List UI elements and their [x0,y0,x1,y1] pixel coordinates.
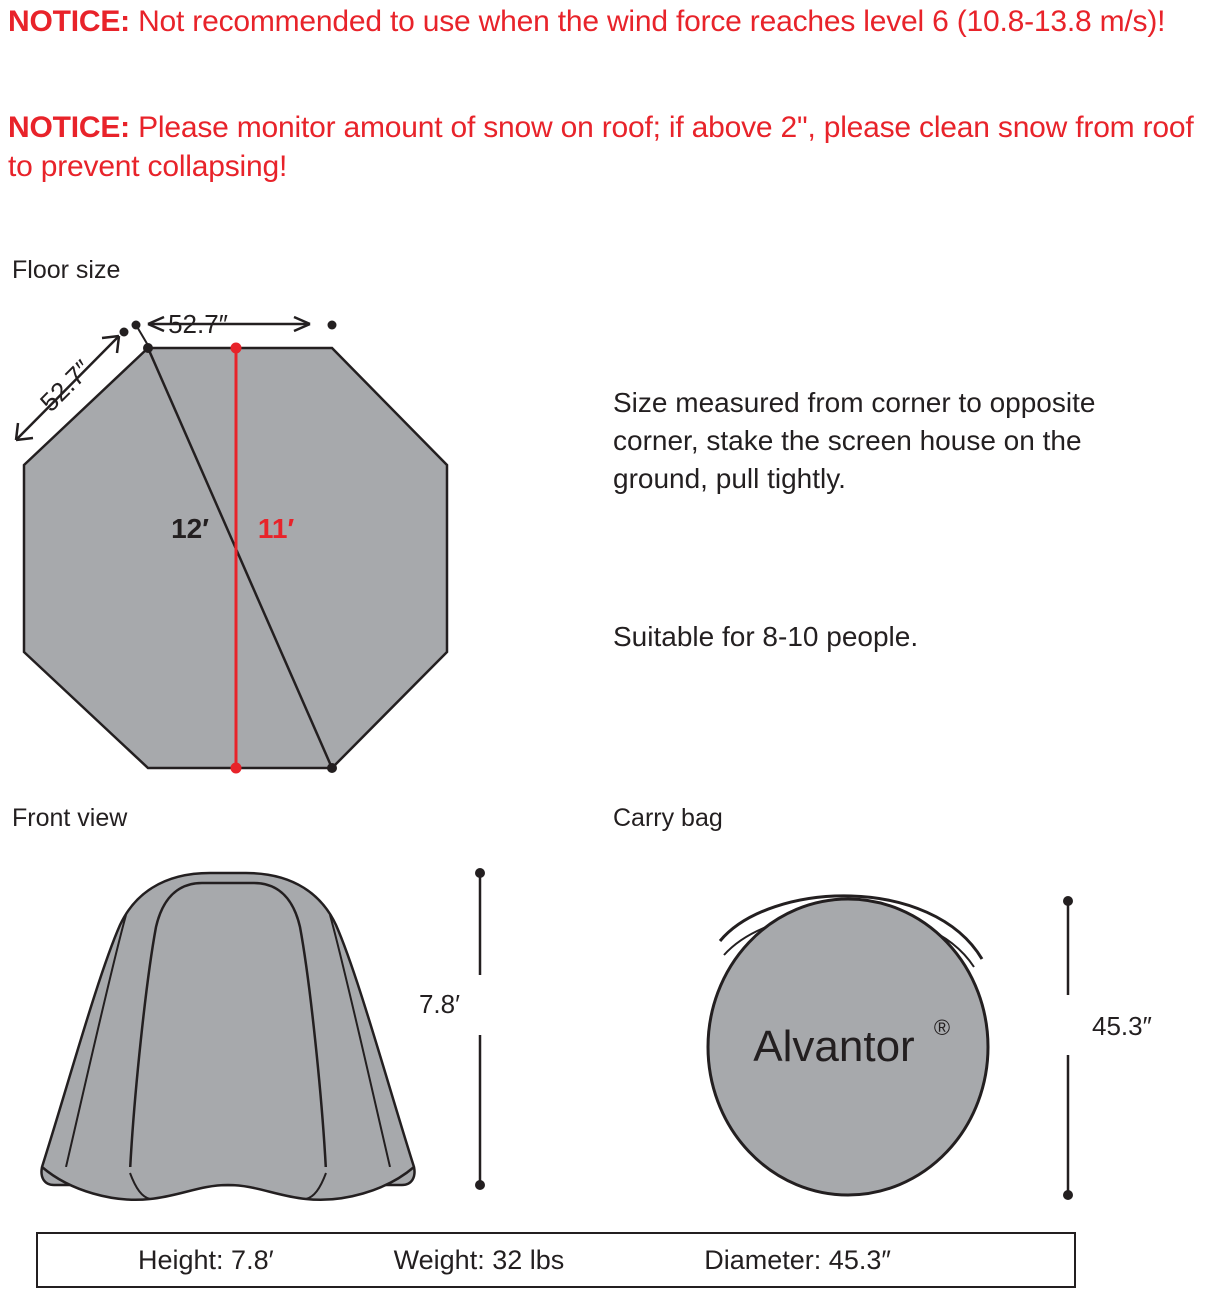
registered-mark: ® [933,1015,951,1040]
top-side-dimension: 52.7″ [168,309,228,339]
red-endpoint-dot [231,343,242,354]
diagonal-endpoint-dot [327,763,337,773]
height-dimension-label: 7.8′ [418,989,460,1019]
description-measurement: Size measured from corner to opposite corner, stake the screen house on the ground, pull tightly. [613,387,1096,495]
top-dim-dot [132,321,141,330]
spec-summary-bar [36,1232,1076,1288]
floor-size-label: Floor size [12,256,121,284]
front-view-label: Front view [12,804,128,832]
tent-center-panel [130,883,326,1185]
brand-label: Alvantor [753,1022,915,1071]
height-dim-dot-top [475,868,485,878]
diameter-dimension-label: 45.3″ [1092,1011,1152,1041]
notice-label: NOTICE: [8,111,130,144]
notice-label: NOTICE: [8,5,130,38]
height-dim-dot-bottom [475,1180,485,1190]
diameter-dim-dot-bottom [1063,1190,1073,1200]
spec-weight: Weight: 32 lbs [393,1244,565,1275]
notice-text: Please monitor amount of snow on roof; if above 2", please clean snow from roof to prevent collapsing! [8,111,1194,183]
notice-wind [8,2,1208,41]
diagonal-label-12ft: 12′ [171,513,209,544]
top-dim-dot [328,321,337,330]
red-endpoint-dot [231,763,242,774]
spec-diameter: Diameter: 45.3″ [704,1244,891,1275]
left-side-dimension: 52.7″ [33,353,98,418]
tent-skirt [42,1167,414,1200]
diagonal-label-11ft: 11′ [257,513,295,544]
notice-snow [8,108,1208,186]
spec-height: Height: 7.8′ [138,1244,274,1275]
left-dim-dot [120,328,129,337]
description-capacity: Suitable for 8-10 people. [613,621,919,652]
carry-bag-label: Carry bag [613,804,723,832]
notice-text: Not recommended to use when the wind force reaches level 6 (10.8-13.8 m/s)! [129,5,1166,38]
diameter-dim-dot-top [1063,896,1073,906]
floor-plan-diagram [0,300,600,800]
front-view-diagram [10,855,570,1225]
carry-bag-diagram [620,855,1180,1225]
